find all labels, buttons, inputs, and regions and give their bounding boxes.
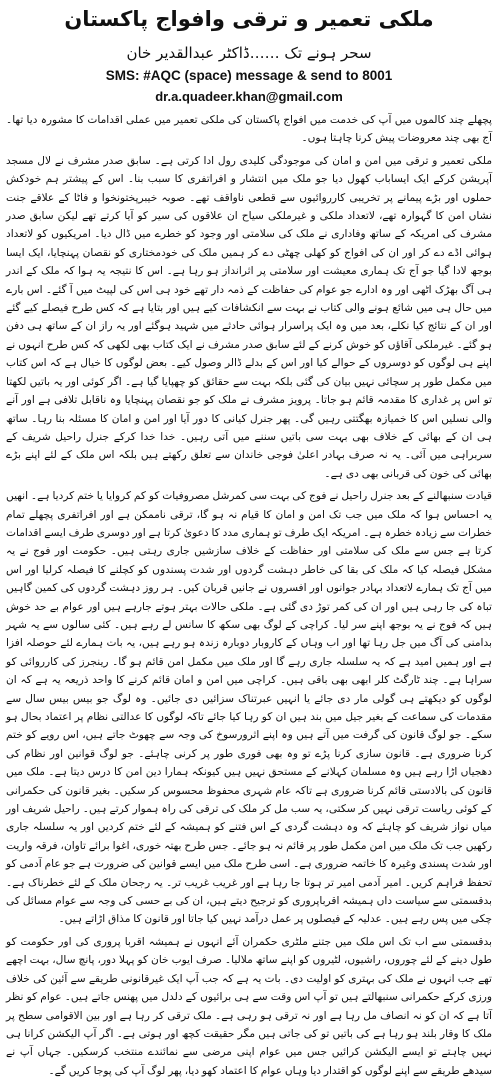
article-body xyxy=(6,111,492,1080)
author-email: dr.a.quadeer.khan@gmail.com xyxy=(155,89,343,104)
article-paragraph: قیادت سنبھالنے کے بعد جنرل راحیل نے فوج کی بہت سی کمرشل مصروفیات کو کم کروایا یا ختم کردیا ہے۔ انھیں یہ احساس ہوا کہ ملک میں جب تک امن و امان کا قیام نہ ہو گا، ترقی ناممکن ہے اور افراتفری پچھلے تمام خطرات سے زیادہ خطرہ ہے۔ امریکہ ایک طرف تو ہماری مدد کا دعویٰ کرتا ہے اور دوسری طرف ایسے اقدامات کرتا ہے جس سے ملک کی سلامتی اور حفاظت کے خلاف سازشیں جاری رہتی ہیں۔ حکومت اور فوج نے یہ مشکل فیصلہ کیا کہ ملک کی بقا کی خاطر دہشت گردوں اور شدت پسندوں کو کچلنے کا فیصلہ کرلیا اور اس میں آج تک ہمارے لاتعداد بہادر جوانوں اور افسروں نے جانیں قربان کیں۔ ہر روز دہشت گردوں کی کمین گاہیں تباہ کی جا رہی ہیں اور ان کی کمر توڑ دی گئی ہے۔ ملکی حالات بہتر ہوتے جارہے ہیں اور عوام بے حد خوش ہیں کہ فوج نے یہ بوجھ اپنے سر لیا۔ کراچی کے لوگ بھی سکھ کا سانس لے رہے ہیں۔ کئی سالوں سے یہ شہر بدامنی کی آگ میں جل رہا تھا اور اب وہاں کے کاروبار دوبارہ زندہ ہو رہے ہیں، یہ بات ہمارے لئے حوصلہ افزا ہے اور ہمیں امید ہے کہ یہ سلسلہ جاری رہے گا اور ملک میں مکمل امن قائم ہو گا۔ رینجرز کی کارروائی کو سراہا ہے۔ چند ٹارگٹ کلر ابھی بھی باقی ہیں۔ کراچی میں امن و امان قائم کرنے کا واحد ذریعہ یہ ہے کہ ان لوگوں کو دیکھتے ہی گولی مار دی جائے یا انہیں عبرتناک سزائیں دی جائیں۔ وہ لوگ جو بیس بیس سال سے مقدمات کی سماعت کے بغیر جیل میں بند ہیں ان کو رہا کیا جائے تاکہ لوگوں کا عدالتی نظام پر اعتماد بحال ہو سکے۔ جو لوگ قانون کی گرفت میں آتے ہیں وہ اپنے اثرورسوخ کی وجہ سے چھوٹ جاتے ہیں، اس رویے کو ختم کرنا ضروری ہے۔ قانون سازی کرنا پڑے تو وہ بھی فوری طور پر کرنی چاہئے۔ جو لوگ قوانین اور نظام کی دھجیاں اڑا رہے ہیں وہ مسلمان کہلانے کے مستحق نہیں ہیں کیونکہ ہمارا دین امن کا درس دیتا ہے۔ ملک میں قانون کی بالادستی قائم کرنا ضروری ہے تاکہ عام شہری محفوظ محسوس کر سکیں۔ بغیر قانون کی حکمرانی کے کوئی ریاست ترقی نہیں کر سکتی، یہ سب مل کر ملک کی ترقی کی راہ ہموار کرتے ہیں۔ راحیل شریف اور میاں نواز شریف کو چاہئے کہ وہ دہشت گردی کے اس فتنے کو ہمیشہ کے لئے ختم کردیں اور یہ سلسلہ جاری رکھیں جب تک ملک میں امن مکمل طور پر قائم نہ ہو جائے۔ جس طرح بھتہ خوری، اغوا برائے تاوان، فرقہ واریت اور شدت پسندی وغیرہ کا خاتمہ ضروری ہے۔ اسی طرح ملک میں ایسے قوانین کی ضرورت ہے جو عام آدمی کو تحفظ فراہم کریں۔ امیر آدمی امیر تر ہوتا جا رہا ہے اور غریب غریب تر۔ یہ رجحان ملک کے لئے خطرناک ہے۔ بدقسمتی سے سیاست داں ہمیشہ اقرباپروری کو ترجیح دیتے ہیں، ان کی بے حسی کی وجہ سے عوام مسائل کی چکی میں پس رہے ہیں۔ عدلیہ کے فیصلوں پر عمل درآمد نہیں کیا جاتا اور قانون کا مذاق اڑاتے ہیں۔ xyxy=(6,490,492,926)
article-paragraph: ملکی تعمیر و ترقی میں امن و امان کی موجودگی کلیدی رول ادا کرتی ہے۔ سابق صدر مشرف نے لال مسجد آپریشن کرکے ایک ایساباب کھول دیا جو ملک میں انتشار و افراتفری کا سبب بنا۔ اس کے پیشتر ہم خودکش حملوں اور بڑے پیمانے پر تخریبی کارروائیوں سے قطعی ناواقف تھے۔ صوبہ خیبرپختونخوا و فاٹا کے علاقے جنت نشاں امن کا گہوارہ تھے، لاتعداد ملکی و غیرملکی سیاح ان علاقوں کی سیر کو آیا کرتے تھے لیکن سابق صدر مشرف کی امریکہ کے ساتھ وفاداری نے ملک کی سلامتی اور وجود کو خطرے میں ڈال دیا۔ امریکیوں کو لاتعداد ہوائی اڈے دے کر اور ان کی افواج کو کھلی چھٹی دے کر ہمیں ملک کی خودمختاری کو نقصان پہنچایا، ایک ایسا بوجھ لادا گیا جو آج تک ہماری معیشت اور سلامتی پر اثرانداز ہو رہا ہے۔ اس کا نتیجہ یہ ہوا کہ ملک کے اندر ہی آگ بھڑک اٹھی اور وہ ادارے جو عوام کی حفاظت کے ذمہ دار تھے خود ہی اس کی لپیٹ میں آ گئے۔ اس بارے میں حال ہی میں شائع ہونے والی کتاب نے بہت سے انکشافات کیے ہیں اور بتایا ہے کہ کس طرح فیصلے کیے گئے اور ان کے نتائج کیا نکلے، بعد میں وہ ایک پراسرار ہوائی حادثے میں شہید ہوگئے اور یہ راز ان کے ساتھ ہی دفن ہو گئے۔ غیرملکی آقاؤں کو خوش کرنے کے لئے سابق صدر مشرف نے ایک کتاب بھی لکھی کہ کس طرح انہوں نے اپنے ہی لوگوں کو دوسروں کے حوالے کیا اور اس کے بدلے ڈالر وصول کیے۔ بعض لوگوں کا خیال ہے کہ اس کتاب میں مکمل طور پر سچائی نہیں بیان کی گئی بلکہ بہت سے حقائق کو چھپایا گیا ہے۔ اگر کوئی اور یہ باتیں لکھتا تو اس پر غداری کا مقدمہ قائم ہو جاتا۔ پرویز مشرف نے ملک کو جو نقصان پہنچایا وہ ناقابل تلافی ہے اور آنے والی نسلیں اس کا خمیازہ بھگتتی رہیں گی۔ پھر جنرل کیانی کا دور آیا اور امن و امان کا مسئلہ بنا رہا۔ ساتھ ہی ان کے بھائی کے خلاف بھی بہت سی باتیں سننے میں آتی رہیں۔ خدا خدا کرکے جنرل راحیل شریف کے سربراہی میں آئی۔ یہ نہ صرف بہادر اعلیٰ فوجی خاندان سے تعلق رکھتے ہیں بلکہ اس ملک کے لئے اپنے بڑے بھائی کی خون کی قربانی بھی دی ہے۔ xyxy=(6,154,492,480)
article-paragraph: پچھلے چند کالموں میں آپ کی خدمت میں افواج پاکستان کی ملکی تعمیر میں عملی اقدامات کا مشورہ دیا تھا۔ آج بھی چند معروضات پیش کرنا چاہتا ہوں۔ xyxy=(6,114,492,145)
article-title: ملکی تعمیر و ترقی وافواج پاکستان xyxy=(64,7,434,31)
article-paragraph: بدقسمتی سے اب تک اس ملک میں جتنے ملٹری حکمران آئے انہوں نے ہمیشہ اقربا پروری کی اور حکومت کو طول دینے کے لئے چوروں، راشیوں، لٹیروں کو اپنے ساتھ ملالیا۔ صرف ایوب خان کو پہلا دور، پانچ سال، بہت اچھے تھے جب انہوں نے ملک کی بہتری کو اولیت دی۔ بات یہ ہے کہ جب آپ ایک غیرقانونی طریقے سے آئین کی خلاف ورزی کرکے حکمرانی سنبھالتے ہیں تو آپ اس وقت سے ہی برائیوں کے دلدل میں پھنس جاتے ہیں۔ عوام کو نظر آتا ہے کہ ان کو نہ انصاف مل رہا ہے اور نہ ترقی ہو رہی ہے۔ ملک ترقی کر رہا ہے اور بین الاقوامی سطح پر ملک کا وقار بلند ہو رہا ہے کی باتیں تو کی جاتی ہیں مگر حقیقت کچھ اور ہوتی ہے۔ اگر آپ الیکشن کرانا ہی نہیں چاہتے تو ایسے الیکشن کرائیں جس میں عوام اپنی مرضی سے نمائندے منتخب کرسکیں۔ جہاں آپ نے سیدھے طریقے سے اپنے لوگوں کو اقتدار دیا وہاں عوام کا اعتماد کھو دیا، پھر لوگ آپ کی پوجا کریں گے۔ xyxy=(6,935,492,1077)
sms-contact: SMS: #AQC (space) message & send to 8001 xyxy=(105,68,393,83)
author-byline: سحر ہونے تک ……ڈاکٹر عبدالقدیر خان xyxy=(126,44,372,62)
